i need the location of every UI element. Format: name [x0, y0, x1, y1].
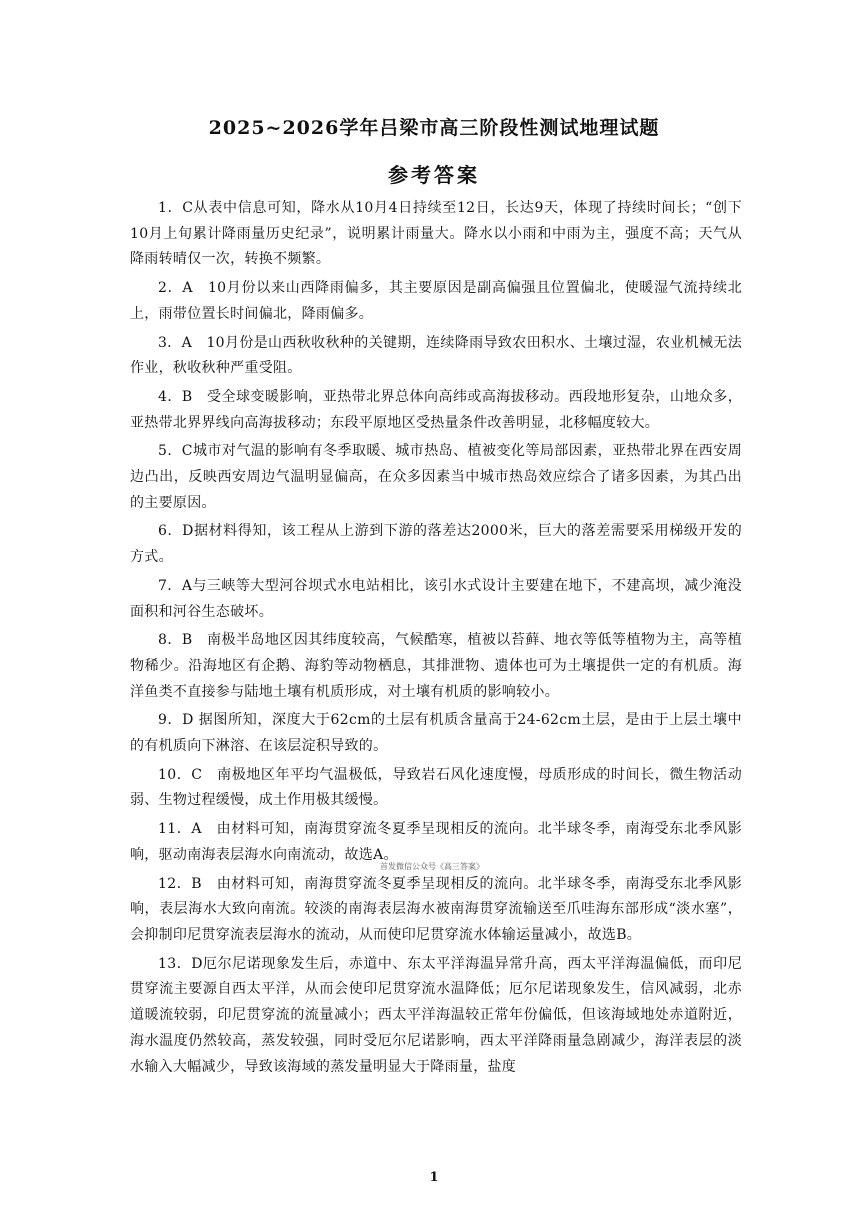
document-title: 2025~2026学年吕梁市高三阶段性测试地理试题 [208, 117, 660, 139]
answer-paragraph-6: 6．D据材料得知，该工程从上游到下游的落差达2000米，巨大的落差需要采用梯级开发的方式。 [130, 523, 742, 566]
answer-paragraph-13: 13．D厄尔尼诺现象发生后，赤道中、东太平洋海温异常升高，西太平洋海温偏低，而印尼贯穿流主要源自西太平洋，从而会使印尼贯穿流水温降低；厄尔尼诺现象发生，信风减弱，北赤道暖流较弱，印尼贯穿流的流量减小；西太平洋海温较正常年份偏低，但该海域地处赤道附近，海水温度仍然较高，蒸发较强，同时受厄尔尼诺影响，西太平洋降雨量急剧减少，海洋表层的淡水输入大幅减少，导致该海域的蒸发量明显大于降雨量，盐度 [130, 955, 742, 1075]
answer-paragraph-1: 1．C从表中信息可知，降水从10月4日持续至12日，长达9天，体现了持续时间长；“创下10月上旬累计降雨量历史纪录”，说明累计雨量大。降水以小雨和中雨为主，强度不高；天气从降雨转晴仅一次，转换不频繁。 [130, 200, 742, 268]
answer-paragraph-10: 10．C 南极地区年平均气温极低，导致岩石风化速度慢，母质形成的时间长，微生物活动弱、生物过程缓慢，成土作用极其缓慢。 [130, 766, 742, 809]
answer-paragraph-3: 3．A 10月份是山西秋收秋种的关键期，连续降雨导致农田积水、土壤过湿，农业机械无法作业，秋收秋种严重受阻。 [130, 334, 742, 377]
watermark-text: 首发微信公众号《高三答案》 [380, 862, 484, 871]
answer-paragraph-12: 12．B 由材料可知，南海贯穿流冬夏季呈现相反的流向。北半球冬季，南海受东北季风影响，表层海水大致向南流。较淡的南海表层海水被南海贯穿流输送至爪哇海东部形成“淡水塞”，会抑制印尼贯穿流表层海水的流动，从而使印尼贯穿流水体输运量减小，故选B。 [130, 875, 742, 943]
answer-paragraph-11: 11．A 由材料可知，南海贯穿流冬夏季呈现相反的流向。北半球冬季，南海受东北季风影响，驱动南海表层海水向南流动，故选A。 [130, 821, 742, 863]
answer-paragraph-8: 8．B 南极半岛地区因其纬度较高，气候酷寒，植被以苔藓、地衣等低等植物为主，高等植物稀少。沿海地区有企鹅、海豹等动物栖息，其排泄物、遗体也可为土壤提供一定的有机质。海洋鱼类不直接参与陆地土壤有机质形成，对土壤有机质的影响较小。 [130, 632, 742, 700]
answer-body [130, 196, 742, 1080]
answer-paragraph-5: 5．C城市对气温的影响有冬季取暖、城市热岛、植被变化等局部因素，亚热带北界在西安周边凸出，反映西安周边气温明显偏高，在众多因素当中城市热岛效应综合了诸多因素，为其凸出的主要原因。 [130, 443, 742, 511]
answer-paragraph-9: 9．D 据图所知，深度大于62cm的土层有机质含量高于24-62cm土层，是由于上层土壤中的有机质向下淋溶、在该层淀积导致的。 [130, 712, 742, 755]
answer-paragraph-7: 7．A与三峡等大型河谷坝式水电站相比，该引水式设计主要建在地下，不建高坝，减少淹没面积和河谷生态破坏。 [130, 577, 742, 620]
document-subtitle: 参考答案 [388, 163, 480, 187]
page-number: 1 [429, 1170, 439, 1185]
answer-paragraph-4: 4．B 受全球变暖影响，亚热带北界总体向高纬或高海拔移动。西段地形复杂，山地众多，亚热带北界界线向高海拔移动；东段平原地区受热量条件改善明显，北移幅度较大。 [130, 388, 742, 431]
answer-paragraph-2: 2．A 10月份以来山西降雨偏多，其主要原因是副高偏强且位置偏北，使暖湿气流持续北上，雨带位置长时间偏北，降雨偏多。 [130, 280, 742, 322]
